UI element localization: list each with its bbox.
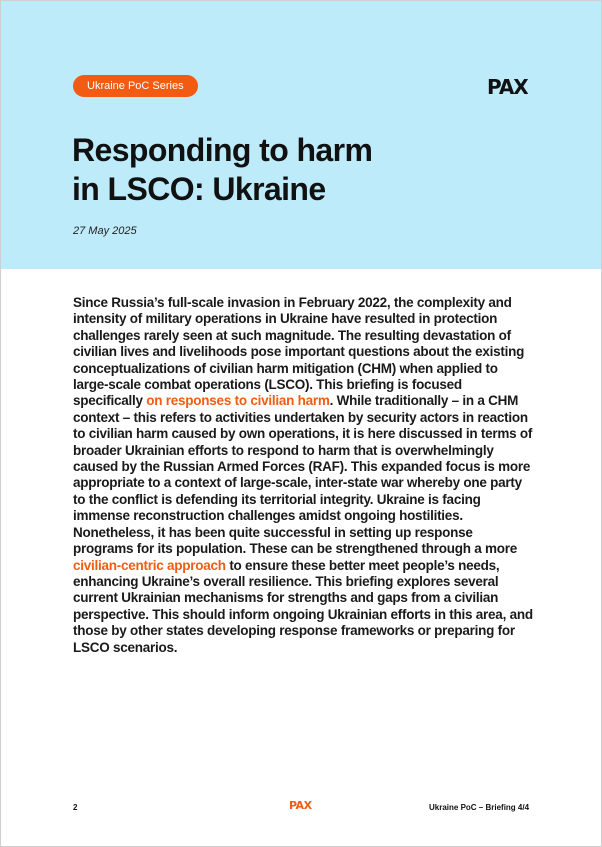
title-line-2: in LSCO: Ukraine	[72, 171, 326, 207]
page-title	[72, 131, 492, 209]
header-banner	[1, 1, 601, 269]
title-line-1: Responding to harm	[72, 132, 373, 168]
intro-text-part-2: . While traditionally – in a CHM context – this refers to activities undertaken by security actors in reaction to civilian harm caused by own operations, it is here discussed in terms of broader Ukrainian efforts to respond to harm that is overwhelmingly caused by the Russian Armed Forces (RAF). This expanded focus is more appropriate to a context of large-scale, inter-state war whereby one party to the conflict is defending its territorial integrity. Ukraine is facing immense reconstruction challenges amidst ongoing hostilities. Nonetheless, it has been quite successful in setting up response programs for its population. These can be strengthened through a more	[73, 393, 533, 557]
intro-text-part-1: Since Russia’s full-scale invasion in February 2022, the complexity and intensity of military operations in Ukraine have resulted in protection challenges rarely seen at such magnitude. The resulting devastation of civilian lives and livelihoods pose important questions about the existing conceptualizations of civilian harm mitigation (CHM) when applied to large-scale combat operations (LSCO). This briefing is focused specifically	[73, 295, 525, 409]
footer-series-label: Ukraine PoC – Briefing 4/4	[429, 803, 530, 812]
intro-paragraph	[73, 295, 535, 656]
series-badge: Ukraine PoC Series	[73, 75, 198, 97]
link-civilian-centric-approach[interactable]: civilian-centric approach	[73, 557, 226, 573]
link-responses-to-civilian-harm[interactable]: on responses to civilian harm	[146, 393, 330, 409]
footer-pax-logo: PAX	[289, 799, 312, 812]
intro-text-part-3: to ensure these better meet people’s needs, enhancing Ukraine’s overall resilience. This briefing explores several current Ukrainian mechanisms for strengths and gaps from a civilian perspective. This should inform ongoing Ukrainian efforts in this area, and those by other states developing response frameworks or preparing for LSCO scenarios.	[73, 557, 533, 655]
pax-logo: PAX	[487, 75, 528, 99]
page-number: 2	[73, 803, 78, 812]
publication-date: 27 May 2025	[73, 225, 137, 237]
